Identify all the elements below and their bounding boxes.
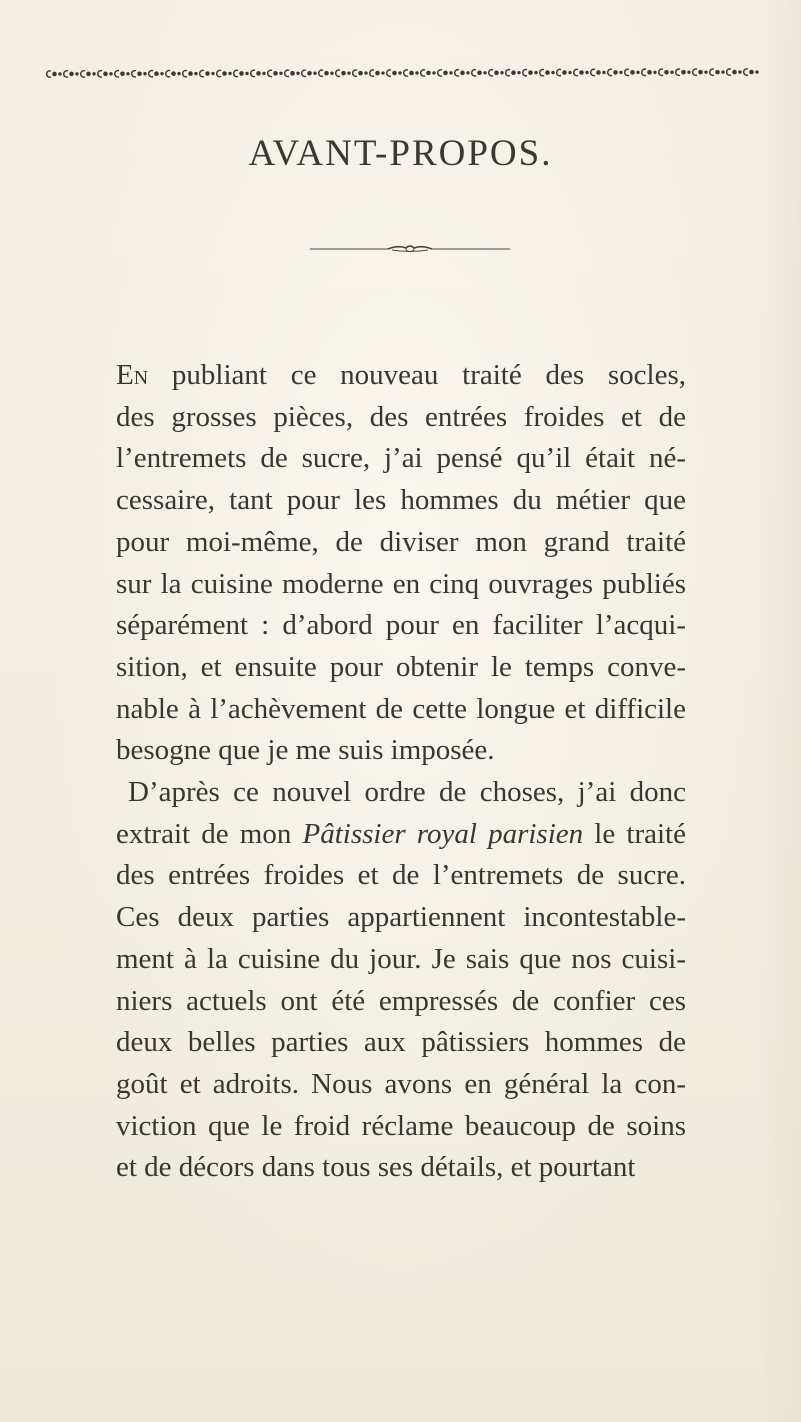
text-line: ment à la cuisine du jour. Je sais que nos cuisi- [116,942,686,975]
page-title: AVANT-PROPOS. [248,133,553,174]
main-text [116,355,686,1189]
text-line: l’entremets de sucre, j’ai pensé qu’il était né- [116,442,686,475]
drop-word: En [116,359,149,391]
text-line: D’après ce nouvel ordre de choses, j’ai donc [128,776,686,809]
page-edge-shadow [761,0,801,1422]
text-line: des grosses pièces, des entrées froides et de [116,400,686,433]
text-line: cessaire, tant pour les hommes du métier que [116,484,686,517]
text-line: deux belles parties aux pâtissiers hommes de [116,1026,686,1059]
text-line: sur la cuisine moderne en cinq ouvrages publiés [116,567,686,600]
ornamental-border [44,66,759,82]
decorative-rule-icon [310,243,510,255]
text-line: niers actuels ont été empressés de confier ces [116,984,686,1017]
text-line: En publiant ce nouveau traité des socles, [116,359,686,391]
ornament-chain-icon [44,66,759,82]
text-line: séparément : d’abord pour en faciliter l’acqui- [116,609,686,642]
book-title: Pâtissier royal parisien [302,817,584,850]
text-line: des entrées froides et de l’entremets de sucre. [116,859,686,892]
text-line: besogne que je me suis imposée. [116,734,495,767]
text-line: sition, et ensuite pour obtenir le temps conve- [116,650,686,683]
text-line: pour moi-même, de diviser mon grand traité [116,525,686,558]
text-line: goût et adroits. Nous avons en général la con- [116,1067,686,1100]
text-line: extrait de mon Pâtissier royal parisien le traité [116,817,686,850]
text-line: viction que le froid réclame beaucoup de soins [116,1109,686,1142]
text-line: nable à l’achèvement de cette longue et difficile [116,692,686,725]
text-line: et de décors dans tous ses détails, et pourtant [116,1151,636,1184]
text-line: Ces deux parties appartiennent incontestable- [116,901,686,934]
